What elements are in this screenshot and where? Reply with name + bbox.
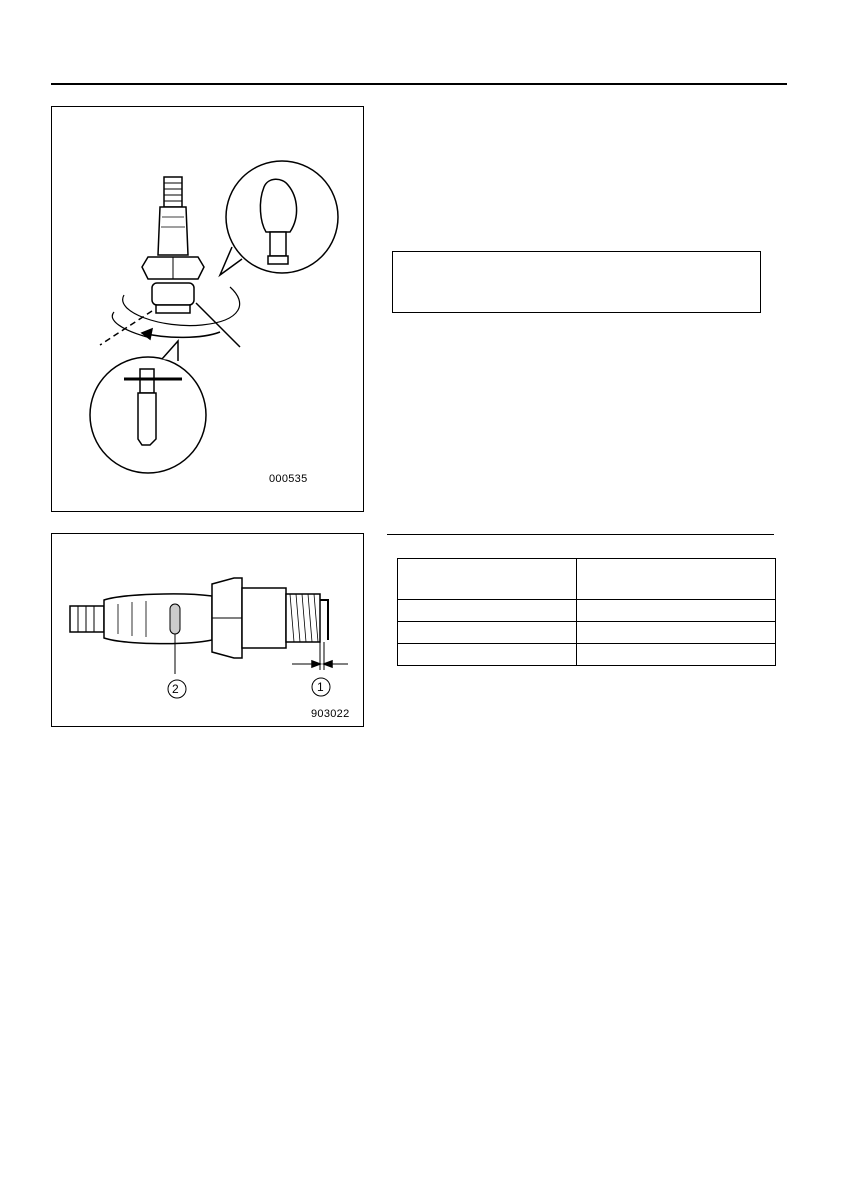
table-cell	[577, 600, 776, 622]
table-header-cell	[398, 559, 577, 600]
spark-plug-removal-figure	[51, 106, 364, 512]
spark-plug-spec-table	[397, 558, 776, 666]
spark-plug-gap-illustration	[52, 534, 363, 726]
figure-code: 000535	[269, 473, 308, 485]
table-header-row	[398, 559, 776, 600]
note-box	[392, 251, 761, 313]
table-header-cell	[577, 559, 776, 600]
spark-plug-removal-illustration	[52, 107, 363, 511]
table-row	[398, 600, 776, 622]
table-cell	[398, 600, 577, 622]
spark-plug-gap-figure	[51, 533, 364, 727]
callout-2: 2	[172, 682, 179, 696]
table-cell	[577, 622, 776, 644]
figure-code: 903022	[311, 708, 350, 720]
header-rule	[51, 83, 787, 85]
section-rule	[387, 534, 774, 535]
table-cell	[398, 644, 577, 666]
table-row	[398, 644, 776, 666]
table-cell	[577, 644, 776, 666]
table-cell	[398, 622, 577, 644]
callout-1: 1	[317, 680, 324, 694]
table-row	[398, 622, 776, 644]
